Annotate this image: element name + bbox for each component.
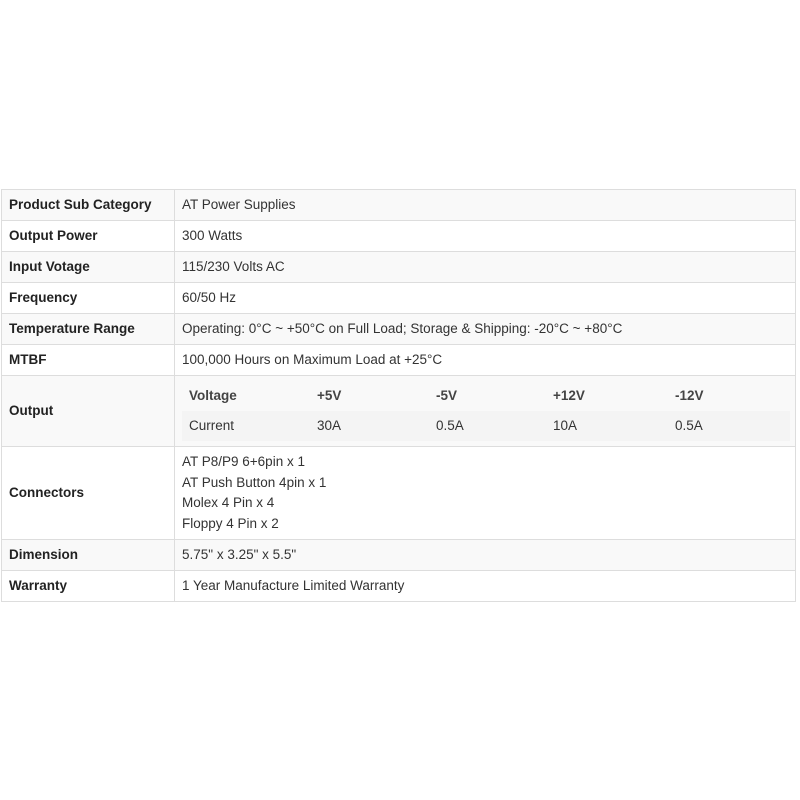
spec-row-input-voltage <box>2 252 796 283</box>
output-header-row <box>182 381 790 411</box>
spec-label: Warranty <box>2 571 175 602</box>
output-current-cell: 0.5A <box>668 411 790 441</box>
spec-row-frequency <box>2 283 796 314</box>
spec-label: Product Sub Category <box>2 190 175 221</box>
spec-value: 5.75" x 3.25" x 5.5" <box>175 540 796 571</box>
spec-value: 60/50 Hz <box>175 283 796 314</box>
output-header-cell: -12V <box>675 388 704 403</box>
spec-row-temperature <box>2 314 796 345</box>
output-current-cell: Current <box>182 411 310 441</box>
output-header-cell: +5V <box>317 388 342 403</box>
spec-row-sub-category <box>2 190 796 221</box>
spec-label: Input Votage <box>2 252 175 283</box>
output-current-cell: 30A <box>310 411 429 441</box>
spec-label: MTBF <box>2 345 175 376</box>
spec-label: Connectors <box>2 447 175 540</box>
spec-row-warranty <box>2 571 796 602</box>
spec-label: Frequency <box>2 283 175 314</box>
spec-row-output <box>2 376 796 447</box>
output-current-row <box>182 411 790 441</box>
spec-row-mtbf <box>2 345 796 376</box>
spec-value: 1 Year Manufacture Limited Warranty <box>175 571 796 602</box>
spec-row-connectors <box>2 447 796 540</box>
spec-label: Temperature Range <box>2 314 175 345</box>
spec-value: 300 Watts <box>175 221 796 252</box>
output-cell <box>175 376 796 447</box>
connector-item: AT Push Button 4pin x 1 <box>182 474 327 490</box>
output-header-cell: -5V <box>436 388 458 403</box>
spec-label: Dimension <box>2 540 175 571</box>
spec-value: 115/230 Volts AC <box>175 252 796 283</box>
spec-table <box>1 189 796 602</box>
spec-label: Output <box>2 376 175 447</box>
output-header-cell: Voltage <box>189 388 237 403</box>
output-current-cell: 0.5A <box>429 411 546 441</box>
connector-item: AT P8/P9 6+6pin x 1 <box>182 454 305 469</box>
spec-value: 100,000 Hours on Maximum Load at +25°C <box>175 345 796 376</box>
spec-value: AT Power Supplies <box>175 190 796 221</box>
spec-label: Output Power <box>2 221 175 252</box>
connector-item: Molex 4 Pin x 4 <box>182 495 275 510</box>
connector-item: Floppy 4 Pin x 2 <box>182 515 279 531</box>
connectors-cell <box>175 447 796 540</box>
spec-row-dimension <box>2 540 796 571</box>
spec-value: Operating: 0°C ~ +50°C on Full Load; Storage & Shipping: -20°C ~ +80°C <box>175 314 796 345</box>
spec-row-output-power <box>2 221 796 252</box>
output-current-cell: 10A <box>546 411 668 441</box>
output-header-cell: +12V <box>553 388 585 403</box>
output-table <box>182 381 790 441</box>
